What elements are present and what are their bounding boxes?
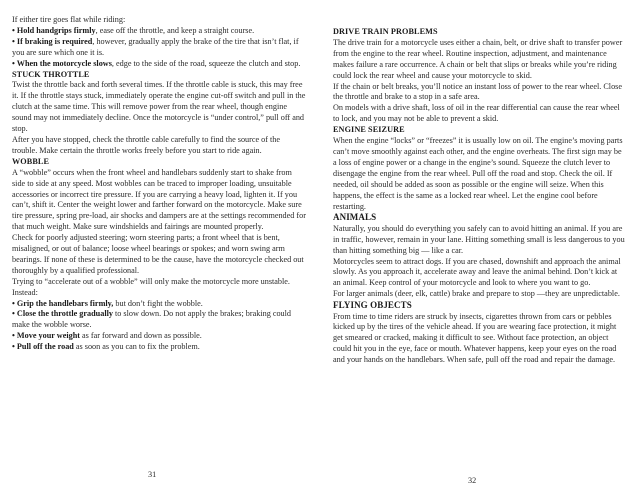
step-text: , edge to the side of the road, squeeze the clutch and stop. bbox=[111, 58, 301, 68]
stuck-throttle-paragraph: Twist the throttle back and forth several times. If the throttle cable is stuck, this may free it. If the throttle stays stuck, immediately operate the engine cut-off switch and pull in the clutch at the same time. This will remove power from the rear wheel, though engine sound may not immediately decline. Once the motorcycle is “under control,” pull off and stop. bbox=[12, 80, 306, 134]
step-bold: • If braking is required bbox=[12, 36, 93, 46]
flat-tire-intro: If either tire goes flat while riding: bbox=[12, 15, 126, 24]
step-text: as soon as you can to fix the problem. bbox=[73, 342, 200, 352]
step-text: , ease off the throttle, and keep a straight course. bbox=[95, 25, 255, 35]
wobble-step bbox=[12, 309, 307, 331]
step-text: but don’t fight the wobble. bbox=[113, 298, 203, 308]
wobble-heading: WOBBLE bbox=[12, 156, 49, 166]
animals-heading: ANIMALS bbox=[333, 212, 377, 223]
step-bold: • Move your weight bbox=[12, 331, 80, 341]
drive-train-paragraph: If the chain or belt breaks, you’ll notice an instant loss of power to the rear wheel. Close the throttle and brake to a stop in a safe area. bbox=[333, 81, 622, 102]
wobble-step bbox=[12, 342, 307, 353]
engine-seizure-heading: ENGINE SEIZURE bbox=[333, 125, 405, 135]
flat-tire-step bbox=[12, 26, 307, 37]
drive-train-paragraph: The drive train for a motorcycle uses either a chain, belt, or drive shaft to transfer power from the engine to the rear wheel. Routine inspection, adjustment, and maintenance makes failure a rare occurrence. A chain or belt that slips or breaks while you’re riding could lock the rear wheel and cause your motorcycle to skid. bbox=[333, 37, 623, 80]
flat-tire-step bbox=[12, 59, 307, 70]
flying-objects-heading: FLYING OBJECTS bbox=[333, 300, 412, 311]
animals-paragraph: For larger animals (deer, elk, cattle) brake and prepare to stop —they are unpredictable. bbox=[333, 289, 620, 299]
step-bold: • Hold handgrips firmly bbox=[12, 25, 96, 35]
wobble-step bbox=[12, 299, 307, 310]
step-text: , however, gradually apply the brake of the tire that isn’t flat, if you are sure which one it is. bbox=[12, 36, 299, 57]
animals-paragraph: Motorcycles seem to attract dogs. If you are chased, downshift and approach the animal slowly. As you approach it, accelerate away and leave the animal behind. Don’t kick at an animal. Keep control of your motorcycle and look to where you want to go. bbox=[333, 256, 621, 288]
step-bold: • Grip the handlebars firmly, bbox=[12, 298, 114, 308]
flat-tire-step bbox=[12, 37, 307, 59]
stuck-throttle-paragraph: After you have stopped, check the throttle cable carefully to find the source of the trouble. Make certain the throttle works freely before you start to ride again. bbox=[12, 134, 281, 155]
page-number-left: 31 bbox=[148, 470, 157, 479]
drive-train-paragraph: On models with a drive shaft, loss of oil in the rear differential can cause the rear wheel to lock, and you may not be able to prevent a skid. bbox=[333, 103, 620, 124]
right-page bbox=[319, 0, 638, 493]
wobble-paragraph: Trying to “accelerate out of a wobble” will only make the motorcycle more unstable. Instead: bbox=[12, 276, 290, 297]
drive-train-heading: DRIVE TRAIN PROBLEMS bbox=[333, 27, 438, 36]
step-text: as far forward and down as possible. bbox=[79, 331, 202, 341]
step-text: to slow down. Do not apply the brakes; braking could make the wobble worse. bbox=[12, 309, 292, 330]
wobble-step bbox=[12, 331, 307, 342]
flying-objects-paragraph: From time to time riders are struck by insects, cigarettes thrown from cars or pebbles kicked up by the tires of the vehicle ahead. If you are wearing face protection, it might get smeared or cracked, making it difficult to see. Without face protection, an object could hit you in the eye, face or mouth. Whatever happens, keep your eyes on the road and your hands on the handlebars. When safe, pull off the road and repair the damage. bbox=[333, 311, 617, 365]
wobble-paragraph: Check for poorly adjusted steering; worn steering parts; a front wheel that is bent, misaligned, or out of balance; loose wheel bearings or spokes; and worn swing arm bearings. If none of these is determined to be the cause, have the motorcycle checked out thoroughly by a qualified professional. bbox=[12, 233, 304, 275]
wobble-paragraph: A “wobble” occurs when the front wheel and handlebars suddenly start to shake from side to side at any speed. Most wobbles can be traced to improper loading, unsuitable accessories or incorrect tire pressure. If you are carrying a heavy load, lighten it. If you can’t, shift it. Center the weight lower and farther forward on the motorcycle. Make sure tire pressure, spring pre-load, air shocks and dampers are at the settings recommended for that much weight. Make sure windshields and fairings are mounted properly. bbox=[12, 167, 306, 232]
step-bold: • Close the throttle gradually bbox=[12, 309, 113, 319]
engine-seizure-paragraph: When the engine “locks” or “freezes” it is usually low on oil. The engine’s moving parts can’t move smoothly against each other, and the engine overheats. The first sign may be a loss of engine power or a change in the engine’s sound. Squeeze the clutch lever to disengage the engine from the rear wheel. Pull off the road and stop. Check the oil. If needed, oil should be added as soon as possible or the engine will seize. When this happens, the effect is the same as a locked rear wheel. Let the engine cool before restarting. bbox=[333, 136, 623, 211]
page-number-right: 32 bbox=[468, 476, 477, 485]
step-bold: • When the motorcycle slows bbox=[12, 58, 112, 68]
step-bold: • Pull off the road bbox=[12, 342, 74, 352]
animals-paragraph: Naturally, you should do everything you safely can to avoid hitting an animal. If you are in traffic, however, remain in your lane. Hitting something small is less dangerous to you than hitting something big — like a car. bbox=[333, 223, 625, 255]
stuck-throttle-heading: STUCK THROTTLE bbox=[12, 69, 90, 79]
